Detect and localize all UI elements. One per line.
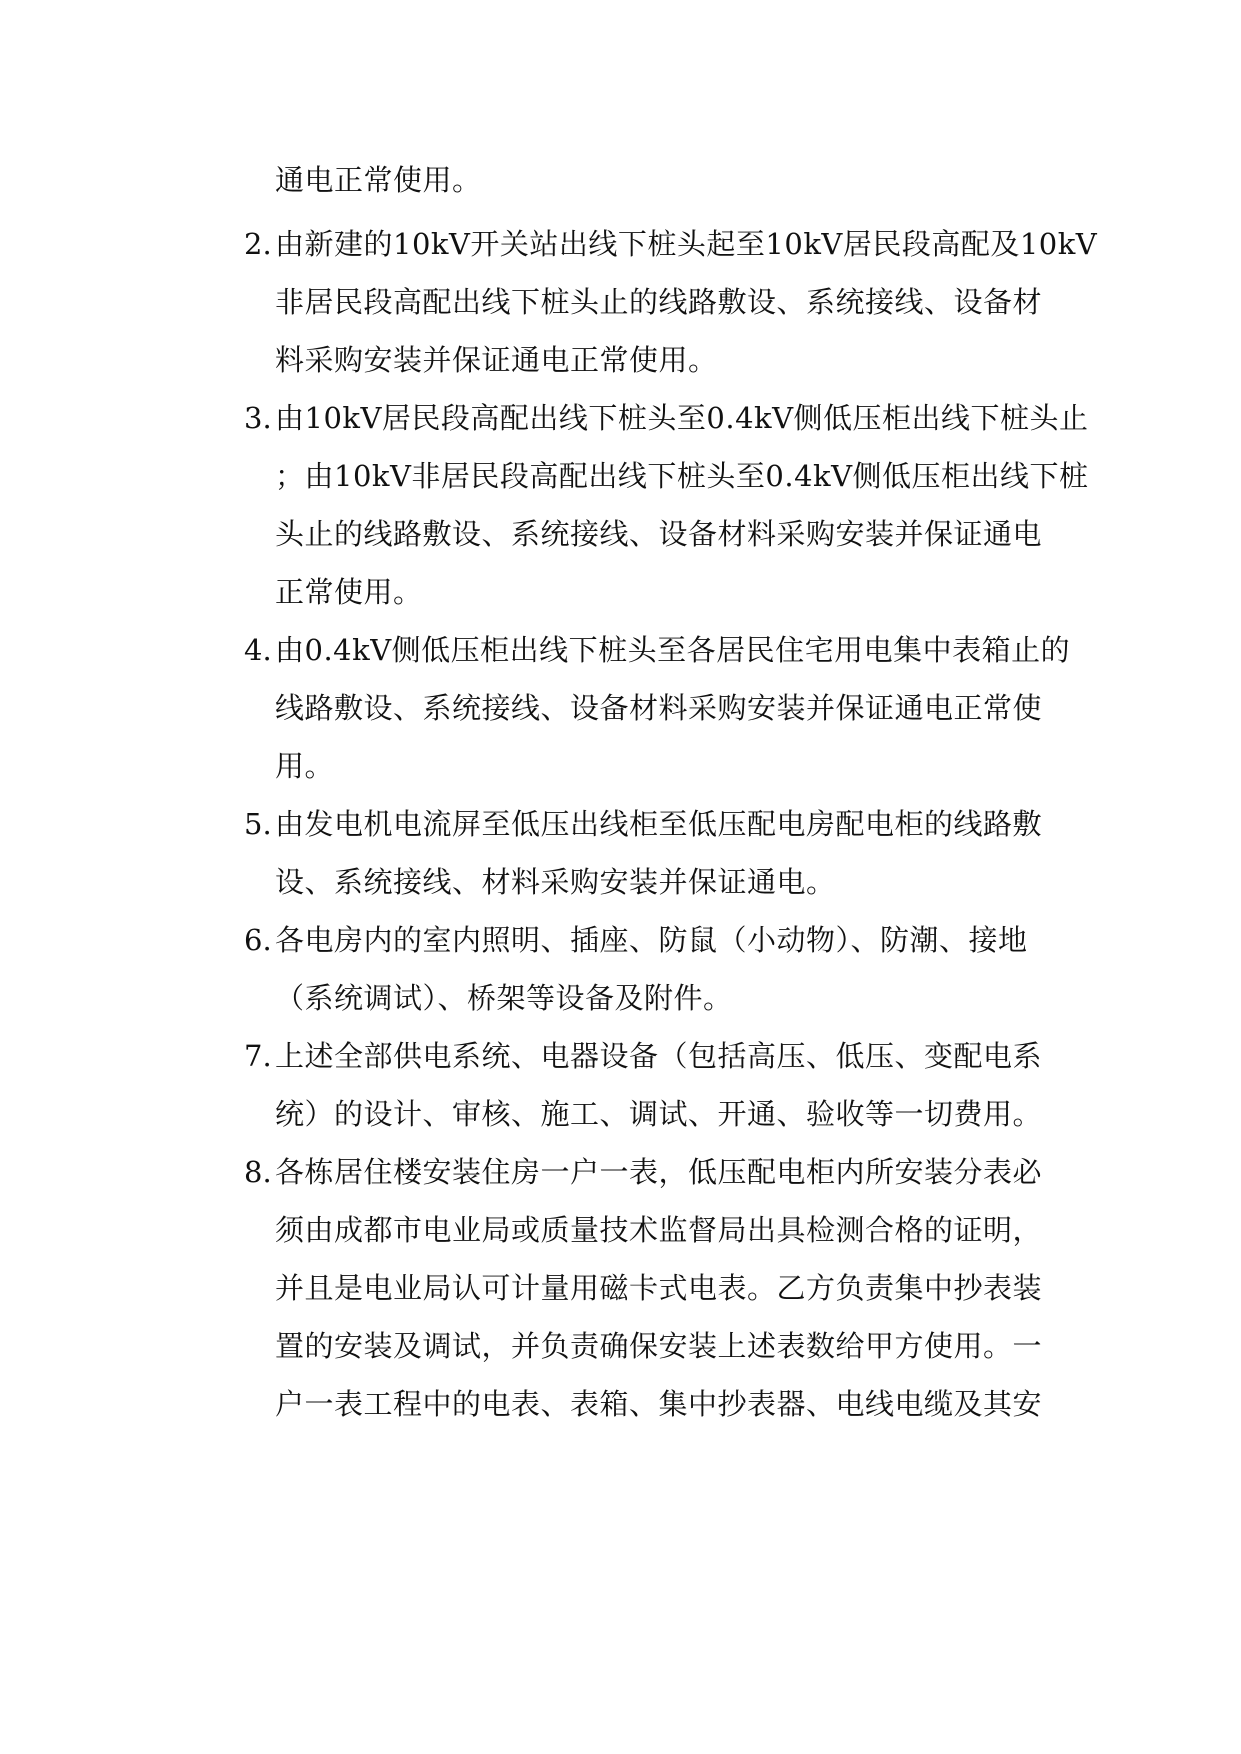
- item-number: 6.: [244, 923, 272, 957]
- item-text-line: 各栋居住楼安装住房一户一表，低压配电柜内所安装分表必: [275, 1155, 1043, 1189]
- item-text-line: 由10kV居民段高配出线下桩头至0.4kV侧低压柜出线下桩头止: [275, 401, 1089, 435]
- item-text-line: 用。: [275, 749, 335, 783]
- continuation-line: 通电正常使用。: [275, 163, 482, 197]
- item-text-line: 正常使用。: [275, 575, 423, 609]
- item-text-line: 头止的线路敷设、系统接线、设备材料采购安装并保证通电: [275, 517, 1043, 551]
- item-text-line: 非居民段高配出线下桩头止的线路敷设、系统接线、设备材: [275, 285, 1043, 319]
- item-text-line: 须由成都市电业局或质量技术监督局出具检测合格的证明，: [275, 1213, 1043, 1247]
- item-text-line: 置的安装及调试，并负责确保安装上述表数给甲方使用。一: [275, 1329, 1043, 1363]
- item-text-line: （系统调试）、桥架等设备及附件。: [275, 981, 733, 1015]
- item-text-line: 并且是电业局认可计量用磁卡式电表。乙方负责集中抄表装: [275, 1271, 1043, 1305]
- item-text-line: 由发电机电流屏至低压出线柜至低压配电房配电柜的线路敷: [275, 807, 1043, 841]
- item-text-line: 上述全部供电系统、电器设备（包括高压、低压、变配电系: [275, 1039, 1043, 1073]
- item-text-line: 各电房内的室内照明、插座、防鼠（小动物）、防潮、接地: [275, 923, 1028, 957]
- item-number: 4.: [244, 633, 272, 667]
- item-text-line: 统）的设计、审核、施工、调试、开通、验收等一切费用。: [275, 1097, 1043, 1131]
- item-text-line: 户一表工程中的电表、表箱、集中抄表器、电线电缆及其安: [275, 1387, 1043, 1421]
- item-number: 3.: [244, 401, 272, 435]
- item-text-line: 设、系统接线、材料采购安装并保证通电。: [275, 865, 836, 899]
- item-text-line: 由0.4kV侧低压柜出线下桩头至各居民住宅用电集中表箱止的: [275, 633, 1071, 667]
- item-number: 5.: [244, 807, 272, 841]
- item-number: 7.: [244, 1039, 272, 1073]
- item-number: 2.: [244, 227, 272, 261]
- item-text-line: 由新建的10kV开关站出线下桩头起至10kV居民段高配及10kV: [275, 227, 1098, 261]
- item-text-line: ；由10kV非居民段高配出线下桩头至0.4kV侧低压柜出线下桩: [275, 459, 1089, 493]
- item-text-line: 线路敷设、系统接线、设备材料采购安装并保证通电正常使: [275, 691, 1043, 725]
- item-text-line: 料采购安装并保证通电正常使用。: [275, 343, 718, 377]
- item-number: 8.: [244, 1155, 272, 1189]
